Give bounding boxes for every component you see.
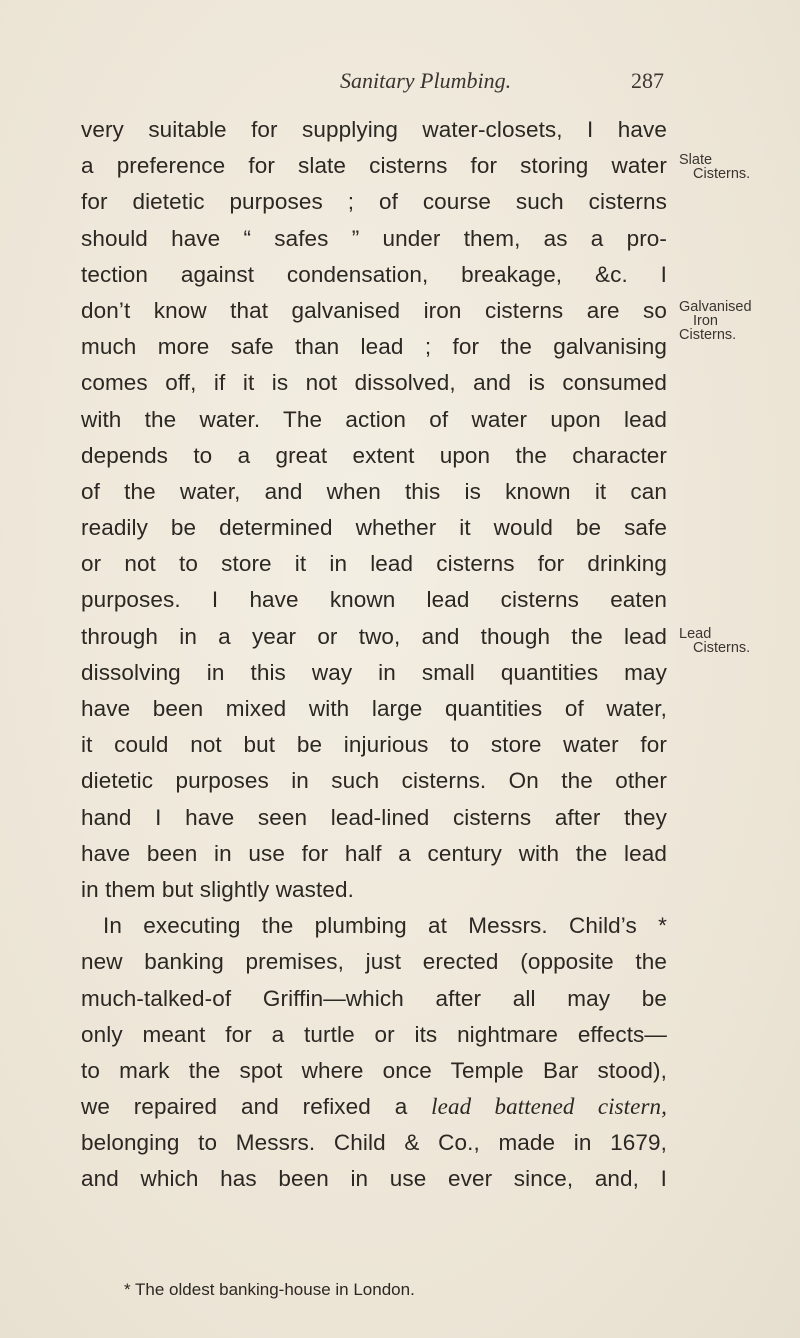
text-line-italic-phrase <box>81 1089 667 1125</box>
text-line: depends to a great extent upon the character <box>81 442 667 468</box>
text-line: for dietetic purposes ; of course such cisterns <box>81 189 667 215</box>
page-number: 287 <box>631 68 664 93</box>
text-line: of the water, and when this is known it can <box>81 478 667 504</box>
paragraph-start-line: In executing the plumbing at Messrs. Child’s * <box>103 913 667 939</box>
marginal-note-line: Iron <box>693 313 718 329</box>
text-line: or not to store it in lead cisterns for drinking <box>81 551 667 577</box>
marginal-note-line: Cisterns. <box>693 166 751 182</box>
marginal-note-line: Slate <box>679 152 713 168</box>
text-line: dissolving in this way in small quantities may <box>81 659 667 685</box>
marginal-note-lead-cisterns <box>679 627 750 655</box>
text-line: dietetic purposes in such cisterns. On the other <box>81 768 667 794</box>
text-line: it could not but be injurious to store water for <box>81 732 667 758</box>
marginal-note-line: Lead <box>679 626 712 642</box>
paragraph-end-line: in them but slightly wasted. <box>81 876 354 902</box>
text-line: have been in use for half a century with the lead <box>81 840 667 866</box>
running-title: Sanitary Plumbing. <box>340 68 512 93</box>
text-line: only meant for a turtle or its nightmare effects— <box>81 1021 667 1047</box>
running-head <box>0 68 800 100</box>
text-line: and which has been in use ever since, and, I <box>81 1166 667 1192</box>
text-line: have been mixed with large quantities of water, <box>81 696 667 721</box>
text-line: hand I have seen lead-lined cisterns after they <box>81 804 667 830</box>
text-line: much more safe than lead ; for the galvanising <box>81 334 667 360</box>
text-line: should have “ safes ” under them, as a pro- <box>81 225 667 251</box>
text-line: to mark the spot where once Temple Bar stood), <box>81 1057 667 1083</box>
text-line: very suitable for supplying water-closets, I have <box>81 117 667 142</box>
text-line: new banking premises, just erected (opposite the <box>81 949 667 975</box>
marginal-note-line: Galvanised <box>679 299 752 315</box>
text-line: a preference for slate cisterns for storing water <box>81 153 667 179</box>
text-line: purposes. I have known lead cisterns eaten <box>81 587 667 613</box>
text-line: don’t know that galvanised iron cisterns are so <box>81 297 667 323</box>
text-line: through in a year or two, and though the lead <box>81 623 667 649</box>
marginal-note-line: Cisterns. <box>693 640 751 656</box>
text-line: with the water. The action of water upon lead <box>81 406 667 432</box>
body-text <box>81 112 667 1198</box>
text-line: readily be determined whether it would be safe <box>81 515 667 541</box>
marginal-note-slate-cisterns <box>679 153 750 181</box>
text-line: comes off, if it is not dissolved, and is consumed <box>81 370 667 396</box>
marginal-note-line: Cisterns. <box>679 327 737 343</box>
line-text: we repaired and refixed a <box>81 1094 432 1120</box>
text-line: much-talked-of Griffin—which after all may be <box>81 985 667 1011</box>
footnote: * The oldest banking-house in London. <box>124 1280 415 1299</box>
text-line: tection against condensation, breakage, &c. I <box>81 261 667 287</box>
marginal-note-galvanised-iron-cisterns <box>679 300 752 342</box>
text-line: belonging to Messrs. Child & Co., made in 1679, <box>81 1130 667 1156</box>
italic-phrase: lead battened cistern, <box>431 1094 667 1120</box>
